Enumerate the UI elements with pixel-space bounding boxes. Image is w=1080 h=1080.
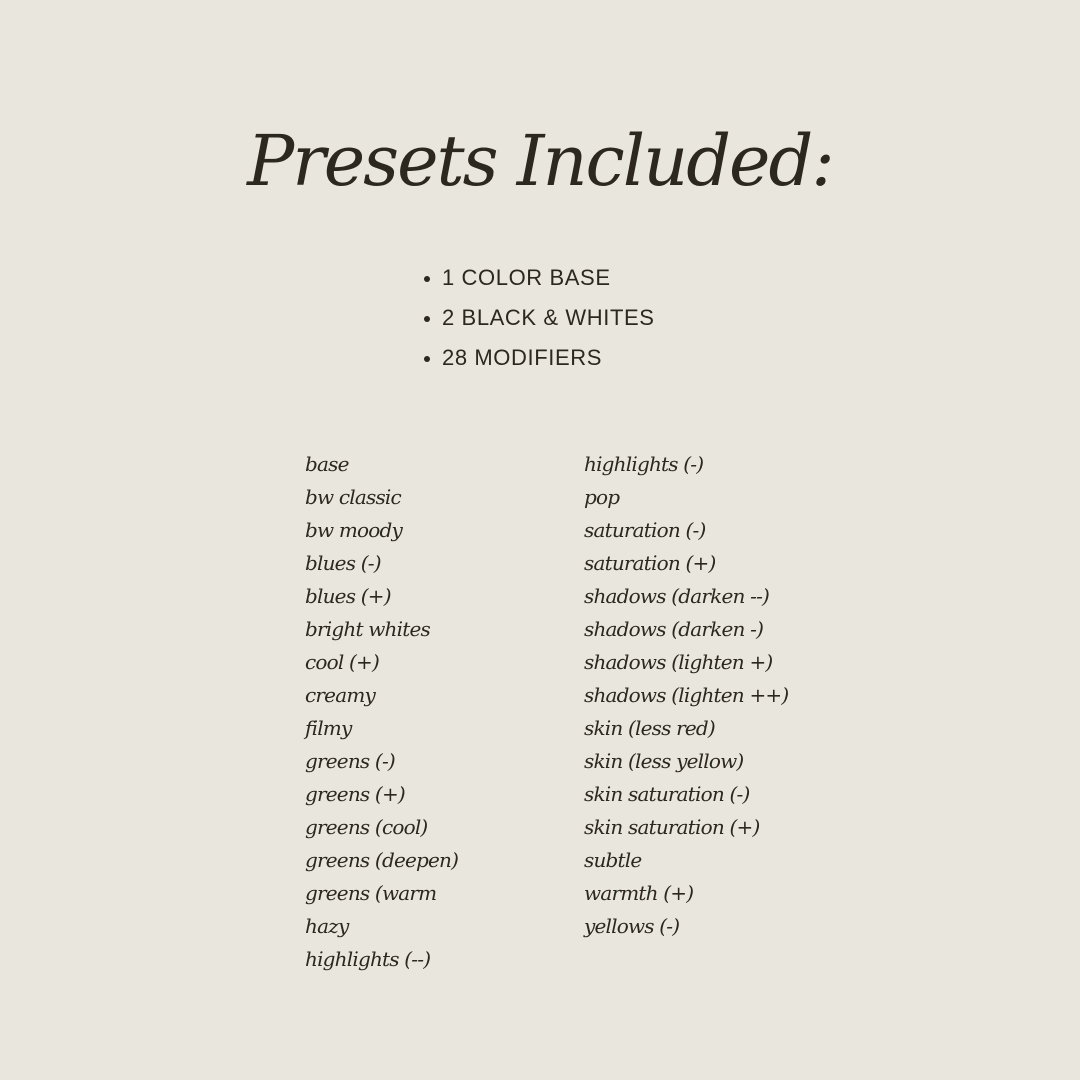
preset-item: skin saturation (-)	[584, 782, 750, 806]
preset-column-left	[305, 448, 458, 976]
preset-item: yellows (-)	[584, 914, 680, 938]
preset-item: skin (less red)	[584, 716, 715, 740]
summary-item-label: 28 MODIFIERS	[442, 345, 603, 370]
preset-item: shadows (lighten ++)	[584, 683, 789, 707]
preset-item: greens (cool)	[305, 815, 428, 839]
preset-item: greens (+)	[305, 782, 405, 806]
preset-item: blues (-)	[305, 551, 381, 575]
preset-item: shadows (darken -)	[584, 617, 764, 641]
preset-item: skin saturation (+)	[584, 815, 760, 839]
preset-item: greens (-)	[305, 749, 395, 773]
preset-item: bw moody	[305, 518, 403, 542]
preset-item: bright whites	[305, 617, 430, 641]
preset-item: highlights (-)	[584, 452, 704, 476]
bullet-icon	[424, 276, 430, 282]
preset-item: blues (+)	[305, 584, 391, 608]
preset-item: warmth (+)	[584, 881, 694, 905]
preset-item: highlights (--)	[305, 947, 431, 971]
preset-item: saturation (-)	[584, 518, 706, 542]
preset-item: base	[305, 452, 349, 476]
preset-item: skin (less yellow)	[584, 749, 744, 773]
preset-item: shadows (darken --)	[584, 584, 770, 608]
preset-item: cool (+)	[305, 650, 380, 674]
preset-item: hazy	[305, 914, 349, 938]
preset-item: greens (warm	[305, 881, 437, 905]
summary-item-label: 2 BLACK & WHITES	[442, 305, 655, 330]
summary-item	[424, 260, 655, 300]
preset-item: saturation (+)	[584, 551, 716, 575]
page-title: Presets Included:	[247, 120, 833, 202]
summary-item	[424, 300, 655, 340]
preset-item: greens (deepen)	[305, 848, 459, 872]
preset-item: pop	[584, 485, 620, 509]
preset-item: bw classic	[305, 485, 401, 509]
preset-item: subtle	[584, 848, 642, 872]
preset-item: creamy	[305, 683, 375, 707]
bullet-icon	[424, 316, 430, 322]
summary-item	[424, 340, 655, 380]
preset-item: filmy	[305, 716, 352, 740]
bullet-icon	[424, 356, 430, 362]
summary-item-label: 1 COLOR BASE	[442, 265, 611, 290]
preset-summary-list	[424, 260, 655, 380]
preset-column-right	[584, 448, 788, 943]
preset-item: shadows (lighten +)	[584, 650, 773, 674]
